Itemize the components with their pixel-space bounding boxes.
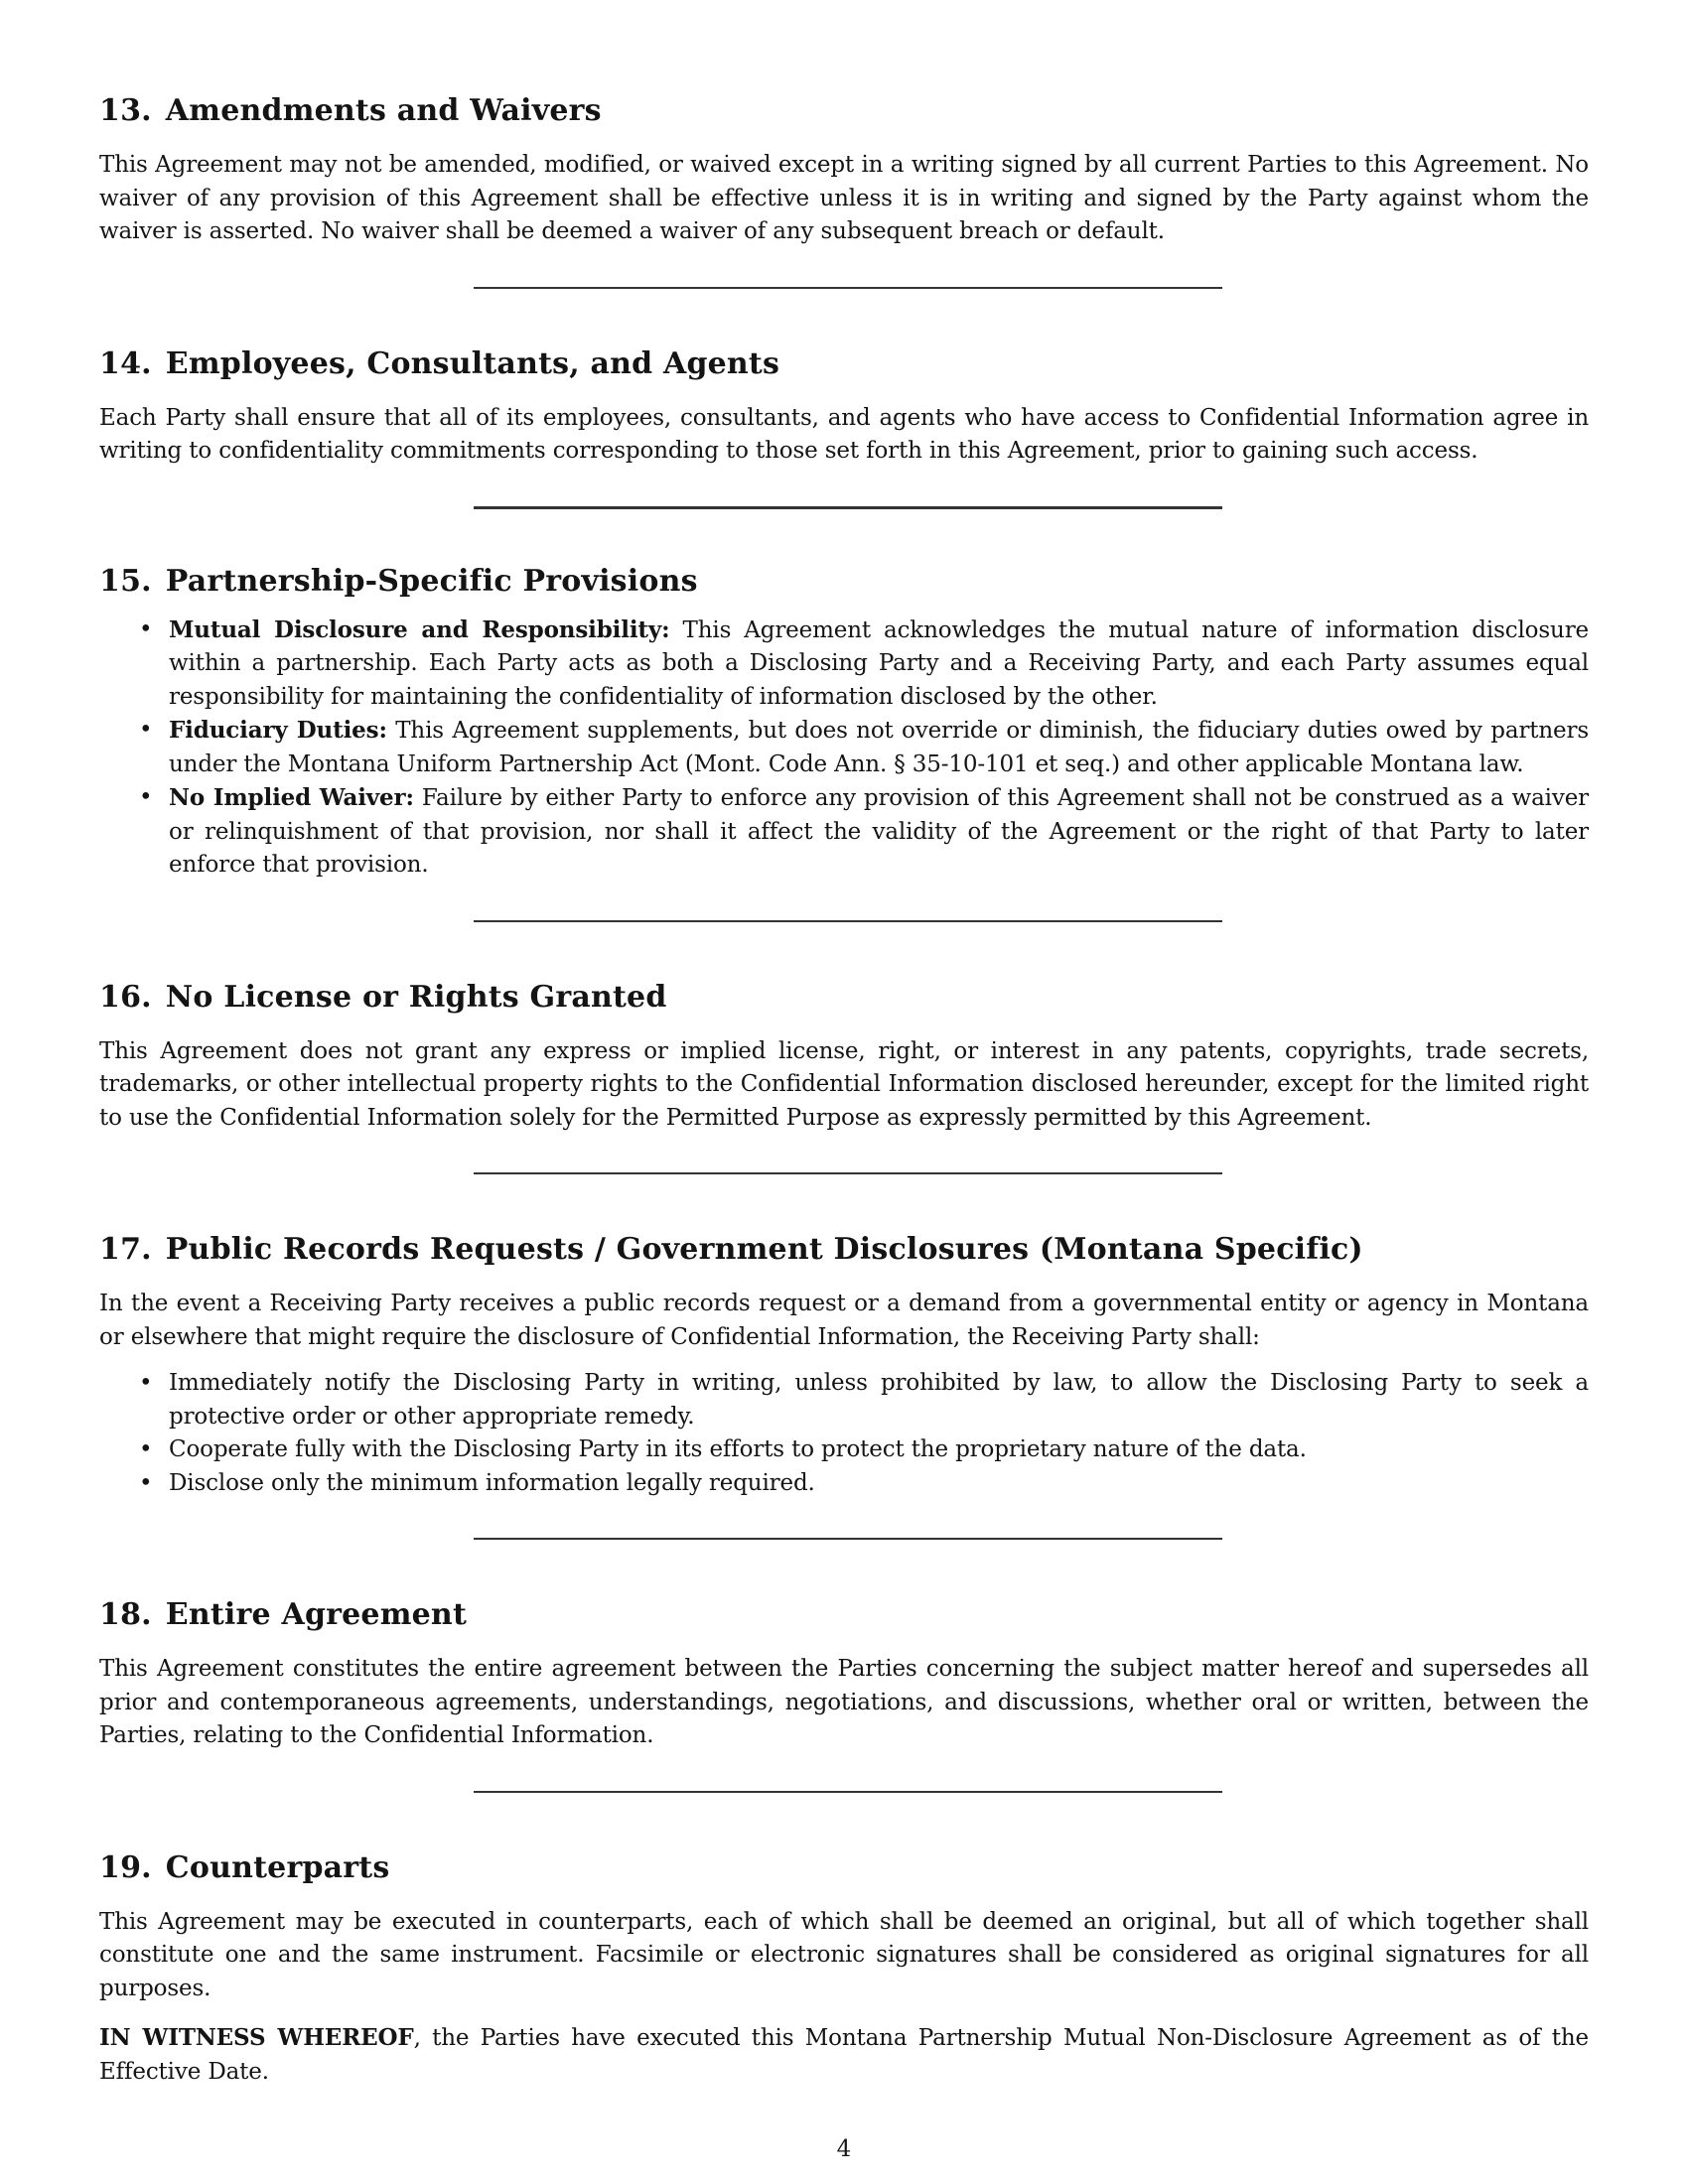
- section-title: Employees, Consultants, and Agents: [165, 345, 780, 381]
- section-divider: [474, 1538, 1222, 1540]
- section-title: Entire Agreement: [165, 1597, 467, 1632]
- list-item: [99, 714, 1589, 781]
- witness-text: , the Parties have executed this Montana Partnership Mutual Non-Disclosure Agreement as of the Effective Date.: [99, 2025, 1589, 2085]
- section-heading: [99, 978, 1589, 1018]
- section-15: [99, 562, 1589, 883]
- list-item: [99, 1433, 1589, 1467]
- section-divider: [474, 1791, 1222, 1793]
- item-text: This Agreement acknowledges the mutual nature of information disclosure within a partnership. Each Party acts as both a Disclosing Party and a Receiving Party, and each Party assumes equal responsibility for maintaining the confidentiality of information disclosed by the other.: [169, 616, 1589, 710]
- section-number: 17.: [99, 1232, 152, 1267]
- item-text: Disclose only the minimum information legally required.: [169, 1469, 815, 1496]
- section-heading: [99, 1848, 1589, 1888]
- section-18: [99, 1595, 1589, 1753]
- section-17: [99, 1230, 1589, 1500]
- section-number: 15.: [99, 563, 152, 599]
- bullet-icon: •: [139, 717, 153, 743]
- bullet-icon: •: [139, 615, 153, 642]
- section-paragraph: This Agreement may not be amended, modified, or waived except in a writing signed by all current Parties to this Agreement. No waiver of any provision of this Agreement shall be effective unless it is in writing and signed by the Party against whom the waiver is asserted. No waiver shall be deemed a waiver of any subsequent breach or default.: [99, 152, 1589, 244]
- item-text: Immediately notify the Disclosing Party in writing, unless prohibited by law, to allow the Disclosing Party to seek a protective order or other appropriate remedy.: [169, 1370, 1589, 1430]
- item-label: No Implied Waiver:: [169, 784, 414, 811]
- section-heading: [99, 1230, 1589, 1270]
- item-label: Fiduciary Duties:: [169, 717, 387, 744]
- section-paragraph: This Agreement does not grant any express or implied license, right, or interest in any patents, copyrights, trade secrets, trademarks, or other intellectual property rights to the Confidential Information disclosed hereunder, except for the limited right to use the Confidential Information solely for the Permitted Purpose as expressly permitted by this Agreement.: [99, 1037, 1589, 1131]
- section-16: [99, 978, 1589, 1136]
- section-title: Partnership-Specific Provisions: [165, 563, 698, 599]
- section-divider: [474, 920, 1222, 922]
- bullet-icon: •: [139, 784, 153, 810]
- section-heading: [99, 562, 1589, 602]
- section-title: Counterparts: [165, 1849, 390, 1885]
- section-paragraph: In the event a Receiving Party receives a public records request or a demand from a governmental entity or agency in Montana or elsewhere that might require the disclosure of Confidential Information, the Receiving Party shall:: [99, 1291, 1589, 1350]
- section-title: No License or Rights Granted: [165, 979, 667, 1015]
- section-divider: [474, 506, 1222, 509]
- section-divider: [474, 1172, 1222, 1174]
- section-divider: [474, 287, 1222, 289]
- section-paragraph: Each Party shall ensure that all of its employees, consultants, and agents who have access to Confidential Information agree in writing to confidentiality commitments corresponding to those set forth in this Agreement, prior to gaining such access.: [99, 404, 1589, 464]
- section-number: 19.: [99, 1849, 152, 1885]
- section-number: 13.: [99, 93, 152, 128]
- page-number: 4: [836, 2136, 852, 2162]
- section-19: [99, 1848, 1589, 2090]
- list-item: [99, 1367, 1589, 1433]
- section-14: [99, 344, 1589, 469]
- section-heading: [99, 344, 1589, 384]
- bullet-icon: •: [139, 1469, 153, 1496]
- list-item: [99, 614, 1589, 715]
- witness-label: IN WITNESS WHEREOF: [99, 2024, 414, 2051]
- section-title: Amendments and Waivers: [165, 93, 602, 128]
- section-paragraph: This Agreement may be executed in counterparts, each of which shall be deemed an original, but all of which together shall constitute one and the same instrument. Facsimile or electronic signatures shall be considered as original signatures for all purposes.: [99, 1908, 1589, 2001]
- item-text: Cooperate fully with the Disclosing Party in its efforts to protect the proprietary nature of the data.: [169, 1436, 1307, 1462]
- witness-statement: [99, 2021, 1589, 2089]
- section-heading: [99, 91, 1589, 131]
- list-item: [99, 1467, 1589, 1501]
- document-page: [99, 91, 1589, 2089]
- section-title: Public Records Requests / Government Disclosures (Montana Specific): [165, 1232, 1363, 1267]
- section-heading: [99, 1595, 1589, 1635]
- requirement-list: [99, 1367, 1589, 1500]
- section-paragraph: This Agreement constitutes the entire agreement between the Parties concerning the subject matter hereof and supersedes all prior and contemporaneous agreements, understandings, negotiations, and discussions, whether oral or written, between the Parties, relating to the Confidential Information.: [99, 1656, 1589, 1748]
- provision-list: [99, 614, 1589, 883]
- item-text: Failure by either Party to enforce any provision of this Agreement shall not be construed as a waiver or relinquishment of that provision, nor shall it affect the validity of the Agreement or the right of that Party to later enforce that provision.: [169, 785, 1590, 878]
- section-number: 18.: [99, 1597, 152, 1632]
- section-13: [99, 91, 1589, 249]
- bullet-icon: •: [139, 1370, 153, 1396]
- section-number: 14.: [99, 345, 152, 381]
- section-number: 16.: [99, 979, 152, 1015]
- list-item: [99, 781, 1589, 883]
- bullet-icon: •: [139, 1436, 153, 1462]
- item-label: Mutual Disclosure and Responsibility:: [169, 615, 670, 643]
- item-text: This Agreement supplements, but does not override or diminish, the fiduciary duties owed by partners under the Montana Uniform Partnership Act (Mont. Code Ann. § 35-10-101 et seq.) and other applicable Montana law.: [169, 718, 1590, 777]
